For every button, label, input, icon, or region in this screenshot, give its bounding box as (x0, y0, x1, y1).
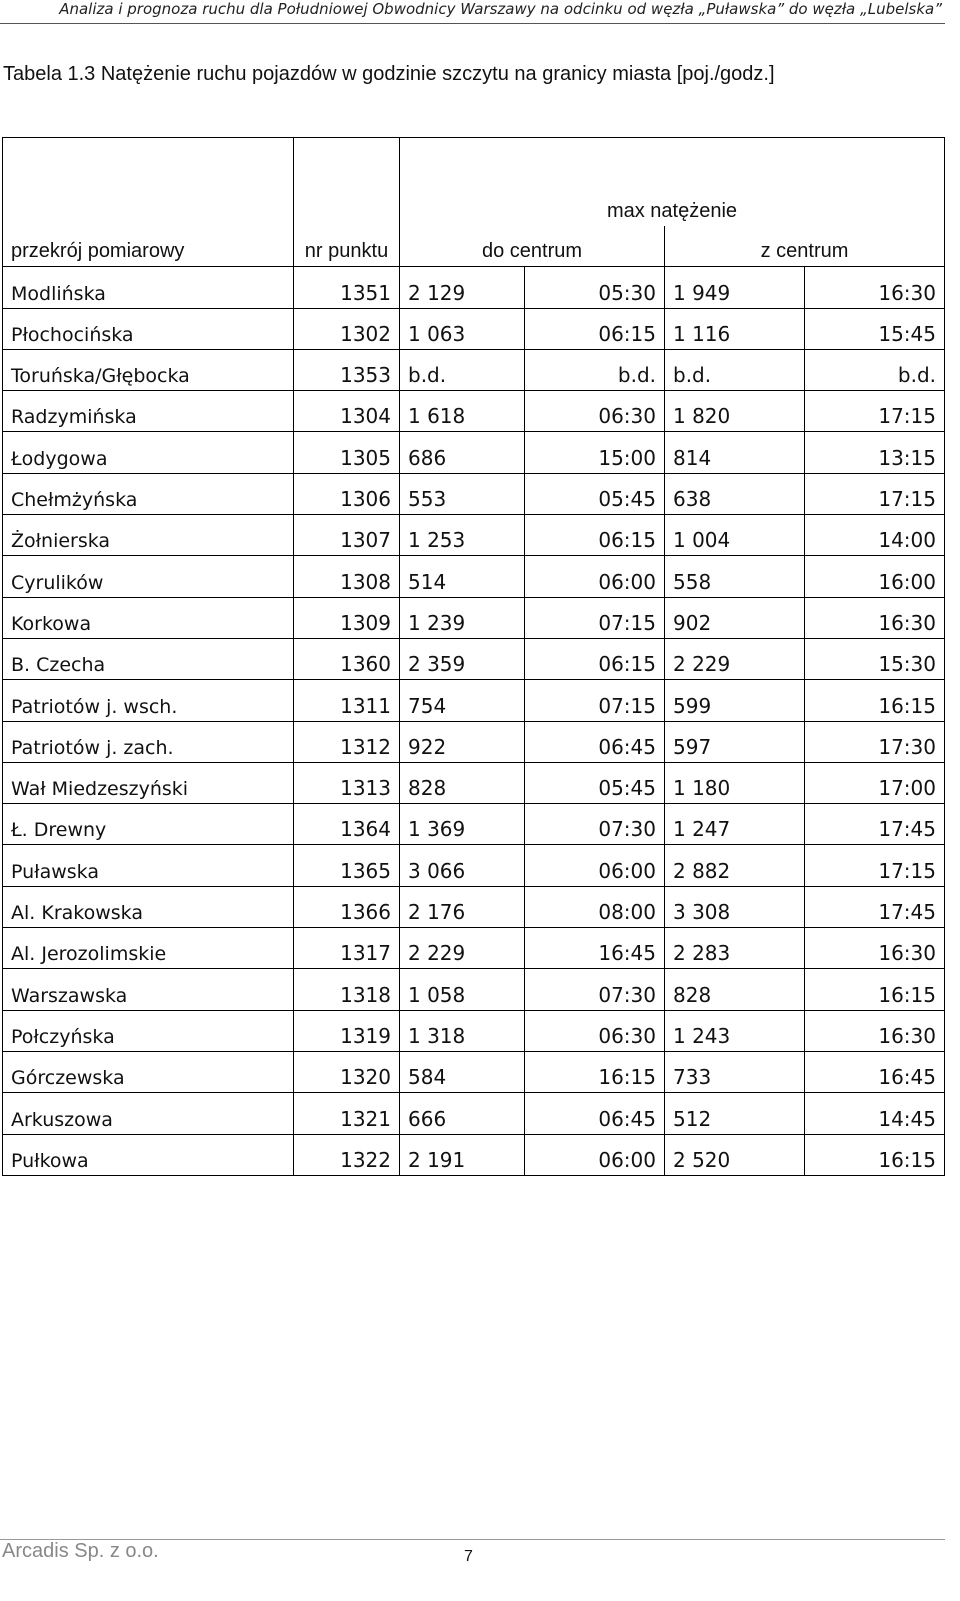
cell-from-center-volume: 512 (665, 1093, 805, 1134)
table-row (3, 928, 945, 969)
cell-from-center-volume: 1 247 (665, 804, 805, 845)
cell-from-center-volume: 558 (665, 556, 805, 597)
cell-section: Arkuszowa (3, 1093, 294, 1134)
cell-from-center-volume: 1 180 (665, 762, 805, 803)
table-row (3, 1010, 945, 1051)
cell-to-center-time: 06:00 (525, 845, 665, 886)
footer-company: Arcadis Sp. z o.o. (2, 1540, 159, 1562)
cell-to-center-volume: 828 (400, 762, 525, 803)
cell-from-center-time: 17:15 (805, 473, 945, 514)
running-header: Analiza i prognoza ruchu dla Południowej Obwodnicy Warszawy na odcinku od węzła „Puławska” do węzła „Lubelska” (59, 0, 942, 18)
cell-to-center-time: 06:30 (525, 391, 665, 432)
cell-section: Puławska (3, 845, 294, 886)
column-header-section: przekrój pomiarowy (3, 226, 294, 267)
cell-from-center-time: 16:45 (805, 1051, 945, 1092)
table-row (3, 680, 945, 721)
cell-section: Al. Krakowska (3, 886, 294, 927)
cell-from-center-time: 15:45 (805, 308, 945, 349)
table-row (3, 1051, 945, 1092)
cell-point: 1365 (294, 845, 400, 886)
cell-from-center-time: 16:15 (805, 1134, 945, 1175)
cell-from-center-volume: 828 (665, 969, 805, 1010)
table-body (3, 267, 945, 1176)
cell-to-center-volume: 666 (400, 1093, 525, 1134)
cell-point: 1307 (294, 515, 400, 556)
cell-from-center-time: 17:30 (805, 721, 945, 762)
table-row (3, 804, 945, 845)
cell-section: Warszawska (3, 969, 294, 1010)
cell-from-center-volume: 599 (665, 680, 805, 721)
cell-to-center-time: 06:45 (525, 721, 665, 762)
table-row (3, 308, 945, 349)
header-blank-cell (3, 138, 294, 226)
cell-to-center-time: 06:45 (525, 1093, 665, 1134)
table-row (3, 762, 945, 803)
cell-point: 1364 (294, 804, 400, 845)
cell-section: Toruńska/Głębocka (3, 349, 294, 390)
cell-from-center-volume: 638 (665, 473, 805, 514)
table-row (3, 1134, 945, 1175)
cell-section: Radzymińska (3, 391, 294, 432)
cell-section: Patriotów j. wsch. (3, 680, 294, 721)
cell-section: Ł. Drewny (3, 804, 294, 845)
cell-point: 1306 (294, 473, 400, 514)
column-header-from-center: z centrum (665, 226, 945, 267)
table-row (3, 886, 945, 927)
cell-from-center-volume: 733 (665, 1051, 805, 1092)
table-row (3, 969, 945, 1010)
cell-to-center-time: 06:15 (525, 515, 665, 556)
cell-from-center-volume: b.d. (665, 349, 805, 390)
cell-from-center-time: 17:15 (805, 845, 945, 886)
cell-point: 1302 (294, 308, 400, 349)
column-header-point: nr punktu (294, 226, 400, 267)
cell-to-center-time: 06:15 (525, 638, 665, 679)
cell-point: 1312 (294, 721, 400, 762)
cell-to-center-time: 16:45 (525, 928, 665, 969)
table-row (3, 391, 945, 432)
cell-to-center-volume: 686 (400, 432, 525, 473)
cell-to-center-volume: 922 (400, 721, 525, 762)
cell-to-center-volume: 1 063 (400, 308, 525, 349)
cell-from-center-volume: 2 229 (665, 638, 805, 679)
table-row (3, 473, 945, 514)
cell-from-center-time: 17:00 (805, 762, 945, 803)
column-header-to-center: do centrum (400, 226, 665, 267)
cell-point: 1308 (294, 556, 400, 597)
cell-to-center-volume: 2 191 (400, 1134, 525, 1175)
cell-from-center-time: 14:00 (805, 515, 945, 556)
cell-section: Chełmżyńska (3, 473, 294, 514)
cell-point: 1353 (294, 349, 400, 390)
cell-to-center-time: 05:30 (525, 267, 665, 308)
cell-to-center-volume: 1 058 (400, 969, 525, 1010)
cell-from-center-time: 16:30 (805, 597, 945, 638)
cell-from-center-volume: 2 283 (665, 928, 805, 969)
cell-from-center-volume: 902 (665, 597, 805, 638)
cell-to-center-volume: 1 318 (400, 1010, 525, 1051)
cell-point: 1311 (294, 680, 400, 721)
table-row (3, 556, 945, 597)
cell-to-center-volume: b.d. (400, 349, 525, 390)
table-row (3, 349, 945, 390)
cell-from-center-time: 14:45 (805, 1093, 945, 1134)
cell-from-center-time: b.d. (805, 349, 945, 390)
cell-to-center-time: 08:00 (525, 886, 665, 927)
cell-to-center-time: b.d. (525, 349, 665, 390)
cell-section: Łodygowa (3, 432, 294, 473)
cell-point: 1309 (294, 597, 400, 638)
table-row (3, 597, 945, 638)
cell-to-center-volume: 514 (400, 556, 525, 597)
cell-point: 1304 (294, 391, 400, 432)
cell-section: Patriotów j. zach. (3, 721, 294, 762)
cell-from-center-time: 16:30 (805, 1010, 945, 1051)
cell-to-center-time: 16:15 (525, 1051, 665, 1092)
traffic-table (2, 137, 945, 1176)
header-blank-cell (294, 138, 400, 226)
table-row (3, 432, 945, 473)
cell-point: 1366 (294, 886, 400, 927)
cell-point: 1351 (294, 267, 400, 308)
cell-to-center-time: 07:15 (525, 597, 665, 638)
cell-from-center-time: 13:15 (805, 432, 945, 473)
cell-from-center-volume: 1 949 (665, 267, 805, 308)
cell-point: 1319 (294, 1010, 400, 1051)
cell-to-center-volume: 3 066 (400, 845, 525, 886)
cell-from-center-time: 16:00 (805, 556, 945, 597)
cell-point: 1317 (294, 928, 400, 969)
cell-section: Al. Jerozolimskie (3, 928, 294, 969)
cell-to-center-volume: 2 359 (400, 638, 525, 679)
cell-section: B. Czecha (3, 638, 294, 679)
cell-section: Żołnierska (3, 515, 294, 556)
cell-to-center-volume: 2 129 (400, 267, 525, 308)
table-row (3, 515, 945, 556)
cell-to-center-volume: 553 (400, 473, 525, 514)
cell-from-center-time: 16:30 (805, 928, 945, 969)
table-row (3, 638, 945, 679)
cell-section: Modlińska (3, 267, 294, 308)
cell-from-center-time: 15:30 (805, 638, 945, 679)
cell-from-center-volume: 1 004 (665, 515, 805, 556)
cell-to-center-time: 05:45 (525, 473, 665, 514)
cell-from-center-volume: 2 520 (665, 1134, 805, 1175)
cell-section: Płochocińska (3, 308, 294, 349)
cell-from-center-volume: 814 (665, 432, 805, 473)
table-top-row (3, 138, 945, 226)
cell-section: Korkowa (3, 597, 294, 638)
cell-from-center-volume: 3 308 (665, 886, 805, 927)
cell-to-center-volume: 2 229 (400, 928, 525, 969)
cell-to-center-volume: 584 (400, 1051, 525, 1092)
cell-point: 1318 (294, 969, 400, 1010)
cell-to-center-volume: 1 253 (400, 515, 525, 556)
cell-from-center-time: 17:45 (805, 804, 945, 845)
table-row (3, 1093, 945, 1134)
page-number: 7 (464, 1548, 473, 1565)
cell-to-center-time: 06:15 (525, 308, 665, 349)
cell-from-center-volume: 597 (665, 721, 805, 762)
cell-to-center-volume: 2 176 (400, 886, 525, 927)
cell-to-center-volume: 1 369 (400, 804, 525, 845)
cell-to-center-time: 06:00 (525, 1134, 665, 1175)
cell-point: 1321 (294, 1093, 400, 1134)
cell-section: Pułkowa (3, 1134, 294, 1175)
cell-to-center-time: 07:30 (525, 804, 665, 845)
cell-to-center-time: 06:30 (525, 1010, 665, 1051)
cell-section: Połczyńska (3, 1010, 294, 1051)
cell-point: 1305 (294, 432, 400, 473)
cell-point: 1313 (294, 762, 400, 803)
cell-from-center-volume: 1 116 (665, 308, 805, 349)
cell-to-center-time: 07:30 (525, 969, 665, 1010)
cell-to-center-time: 15:00 (525, 432, 665, 473)
cell-section: Wał Miedzeszyński (3, 762, 294, 803)
group-header-max-intensity: max natężenie (400, 138, 945, 226)
cell-point: 1322 (294, 1134, 400, 1175)
cell-from-center-volume: 2 882 (665, 845, 805, 886)
table-row (3, 845, 945, 886)
cell-to-center-time: 07:15 (525, 680, 665, 721)
table-row (3, 721, 945, 762)
cell-from-center-time: 17:45 (805, 886, 945, 927)
header-divider (0, 23, 945, 24)
table-caption: Tabela 1.3 Natężenie ruchu pojazdów w godzinie szczytu na granicy miasta [poj./godz.] (3, 63, 775, 85)
cell-to-center-volume: 1 618 (400, 391, 525, 432)
cell-section: Cyrulików (3, 556, 294, 597)
table-header-row (3, 226, 945, 267)
cell-from-center-volume: 1 820 (665, 391, 805, 432)
cell-from-center-volume: 1 243 (665, 1010, 805, 1051)
cell-from-center-time: 16:30 (805, 267, 945, 308)
cell-to-center-volume: 1 239 (400, 597, 525, 638)
cell-to-center-volume: 754 (400, 680, 525, 721)
table-row (3, 267, 945, 308)
cell-to-center-time: 05:45 (525, 762, 665, 803)
cell-point: 1320 (294, 1051, 400, 1092)
cell-from-center-time: 17:15 (805, 391, 945, 432)
cell-section: Górczewska (3, 1051, 294, 1092)
cell-point: 1360 (294, 638, 400, 679)
cell-from-center-time: 16:15 (805, 680, 945, 721)
cell-from-center-time: 16:15 (805, 969, 945, 1010)
cell-to-center-time: 06:00 (525, 556, 665, 597)
